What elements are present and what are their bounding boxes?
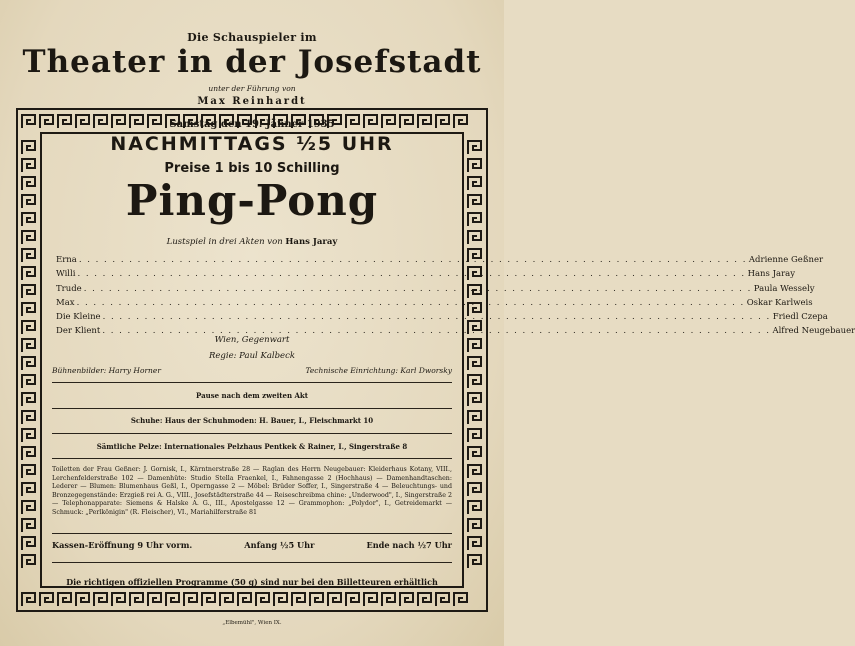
cast-role: Der Klient bbox=[56, 326, 101, 337]
cast-actor: Adrienne Geßner bbox=[748, 255, 824, 265]
cast-role: Trude bbox=[56, 283, 82, 294]
cast-actor: Oskar Karlweis bbox=[746, 297, 813, 308]
start-time: Anfang ½5 Uhr bbox=[244, 540, 315, 550]
cast-actor: Paula Wessely bbox=[753, 283, 815, 294]
leader-dots: . . . . . . . . . . . . . . . . . . . . . . . . . . . . . . . . . . . . . . . . . . . . . . . . . . . . . . . . . . . . . . . . . . . . . . . . . . . . . . . . bbox=[83, 283, 752, 294]
playbill-content bbox=[52, 119, 855, 600]
credits-row bbox=[52, 366, 452, 375]
pause-note: Pause nach dem zweiten Akt bbox=[196, 391, 308, 400]
director-name: Max Reinhardt bbox=[197, 96, 307, 107]
cast-actor: Hans Jaray bbox=[747, 269, 796, 280]
printer-imprint: „Elbemühl", Wien IX. bbox=[222, 620, 282, 626]
theater-name: Theater in der Josefstadt bbox=[22, 44, 482, 80]
divider bbox=[52, 458, 452, 459]
cast-actor: Alfred Neugebauer bbox=[772, 326, 855, 337]
cast-row bbox=[56, 282, 815, 296]
cast-role: Max bbox=[56, 297, 75, 308]
furs-credit: Sämtliche Pelze: Internationales Pelzhaus Pentkek & Rainer, I., Singerstraße 8 bbox=[96, 442, 408, 451]
leader-dots: . . . . . . . . . . . . . . . . . . . . . . . . . . . . . . . . . . . . . . . . . . . . . . . . . . . . . . . . . . . . . . . . . . . . . . . . . . . . . . . . bbox=[102, 312, 771, 323]
sponsor-credits: Toiletten der Frau Geßner: J. Gornisk, I., Kärntnerstraße 28 — Raglan des Herrn Neugebauer: Kleiderhaus Kotany, VIII., Lerchenfelderstraße 102 — Damenhüte: Studio Stella Fraenkel, I., Fahnengasse 2 (Hochhaus) — Damenhandtaschen: Lederer — Blumen: Blumenhaus Geßl, I., Operngasse 2 — Möbel: Brüder Soffer, I., Singerstraße 4 — Beleuchtungs- und Bronzegegenstände: Erzgieß rei A. G., VIII., Josefstädterstraße 44 — Reiseschreibma chine: „Underwood", I., Singerstraße 2 — Telephonapparate: Siemens & Halske A. G., III., Apostelgasse 12 — Grammophon: „Polydor", I., Getreidemarkt — Schmuck: „Perlkönigin" (R. Fleischer), VI., Mariahilferstraße 81 bbox=[52, 466, 452, 516]
setting: Wien, Gegenwart bbox=[214, 335, 290, 345]
program-note: Die richtigen offiziellen Programme (50 g) sind nur bei den Billetteuren erhältlich bbox=[66, 577, 438, 587]
cast-row bbox=[56, 296, 813, 310]
divider bbox=[52, 433, 452, 434]
leader-dots: . . . . . . . . . . . . . . . . . . . . . . . . . . . . . . . . . . . . . . . . . . . . . . . . . . . . . . . . . . . . . . . . . . . . . . . . . . . . . . . . bbox=[77, 269, 746, 280]
cast-list bbox=[56, 253, 855, 339]
leader-dots: . . . . . . . . . . . . . . . . . . . . . . . . . . . . . . . . . . . . . . . . . . . . . . . . . . . . . . . . . . . . . . . . . . . . . . . . . . . . . . . . bbox=[76, 297, 745, 308]
stage-direction: Regie: Paul Kalbeck bbox=[208, 351, 295, 361]
leader-dots: . . . . . . . . . . . . . . . . . . . . . . . . . . . . . . . . . . . . . . . . . . . . . . . . . . . . . . . . . . . . . . . . . . . . . . . . . . . . . . . . bbox=[78, 255, 747, 265]
schedule-row bbox=[52, 540, 452, 550]
play-title: Ping-Pong bbox=[125, 176, 379, 225]
cast-role: Die Kleine bbox=[56, 312, 101, 323]
stage-design: Bühnenbilder: Harry Horner bbox=[52, 366, 161, 375]
subtitle-prefix: Lustspiel in drei Akten von bbox=[166, 237, 283, 247]
divider bbox=[52, 562, 452, 563]
divider bbox=[52, 382, 452, 383]
direction-line: unter der Führung von bbox=[208, 84, 296, 93]
leader-dots: . . . . . . . . . . . . . . . . . . . . . . . . . . . . . . . . . . . . . . . . . . . . . . . . . . . . . . . . . . . . . . . . . . . . . . . . . . . . . . . . bbox=[102, 326, 771, 337]
author-name: Hans Jaray bbox=[285, 237, 338, 247]
divider bbox=[52, 408, 452, 409]
divider bbox=[52, 533, 452, 534]
technical-setup: Technische Einrichtung: Karl Dworsky bbox=[305, 366, 452, 375]
header-line1: Die Schauspieler im bbox=[187, 31, 317, 44]
box-office-opening: Kassen-Eröffnung 9 Uhr vorm. bbox=[52, 540, 193, 550]
cast-row bbox=[56, 267, 796, 281]
price-range: Preise 1 bis 10 Schilling bbox=[164, 161, 340, 176]
cast-row bbox=[56, 253, 824, 267]
performance-time: NACHMITTAGS ½5 UHR bbox=[110, 133, 394, 155]
play-subtitle bbox=[52, 237, 452, 247]
cast-actor: Friedl Czepa bbox=[772, 312, 828, 323]
cast-role: Willi bbox=[56, 269, 76, 280]
cast-row bbox=[56, 310, 828, 324]
end-time: Ende nach ½7 Uhr bbox=[366, 540, 452, 550]
shoes-credit: Schuhe: Haus der Schuhmoden: H. Bauer, I., Fleischmarkt 10 bbox=[130, 416, 374, 425]
cast-role: Erna bbox=[56, 255, 77, 265]
performance-date: Samstag den 19. Jänner 1935 bbox=[169, 119, 335, 130]
